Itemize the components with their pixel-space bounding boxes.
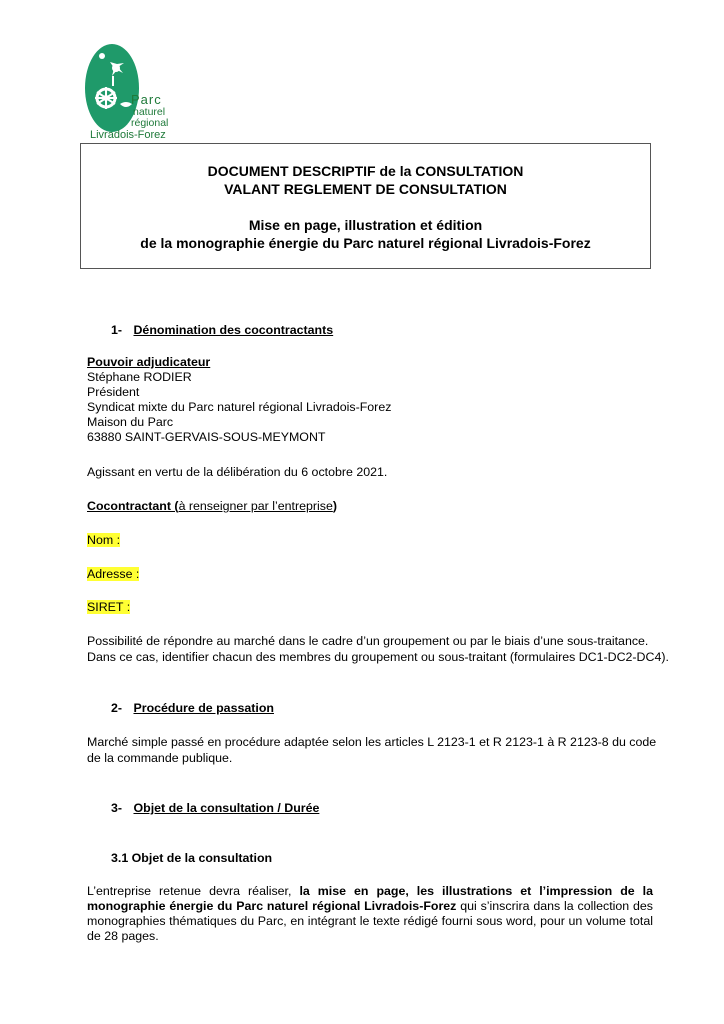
subject-line-2: de la monographie énergie du Parc naturel régional Livradois-Forez bbox=[140, 235, 591, 251]
logo-livradois-text: Livradois-Forez bbox=[90, 129, 166, 141]
procedure-line-1: Marché simple passé en procédure adaptée selon les articles L 2123-1 et R 2123-1 à R 2123-8 du code bbox=[87, 735, 657, 749]
title-box bbox=[80, 143, 651, 269]
section-3-number: 3- bbox=[111, 801, 123, 815]
objet-paragraph-bold: la mise en page, les illustrations et l’impression de la monographie énergie du Parc naturel régional Livradois-Forez bbox=[87, 884, 653, 913]
subject-line-1: Mise en page, illustration et édition bbox=[248, 217, 483, 233]
section-1-title: Dénomination des cocontractants bbox=[133, 323, 334, 337]
address-line: Président bbox=[87, 385, 140, 399]
cocontractant-heading bbox=[87, 499, 337, 514]
section-2-title: Procédure de passation bbox=[133, 701, 274, 715]
deliberation-text: Agissant en vertu de la délibération du 6 octobre 2021. bbox=[87, 465, 388, 479]
address-line: Syndicat mixte du Parc naturel régional Livradois-Forez bbox=[87, 400, 392, 414]
title-line-2: VALANT REGLEMENT DE CONSULTATION bbox=[224, 181, 507, 197]
field-nom-label: Nom : bbox=[87, 533, 121, 547]
objet-paragraph bbox=[87, 884, 653, 944]
section-3-title: Objet de la consultation / Durée bbox=[133, 801, 320, 815]
address-line: 63880 SAINT-GERVAIS-SOUS-MEYMONT bbox=[87, 430, 326, 444]
cocontractant-label: Cocontractant ( bbox=[87, 499, 179, 513]
pouvoir-adjudicateur-heading: Pouvoir adjudicateur bbox=[87, 355, 211, 369]
section-2-number: 2- bbox=[111, 701, 123, 715]
logo-parc-text: Parc bbox=[131, 92, 162, 107]
objet-paragraph-start: L’entreprise retenue devra réaliser, bbox=[87, 884, 300, 898]
cocontractant-note: à renseigner par l’entreprise bbox=[178, 499, 333, 513]
address-line: Stéphane RODIER bbox=[87, 370, 192, 384]
section-2-heading bbox=[111, 701, 274, 716]
procedure-line-2: de la commande publique. bbox=[87, 751, 233, 765]
possibility-line-1: Possibilité de répondre au marché dans le cadre d’un groupement ou par le biais d’une sous-traitance. bbox=[87, 634, 649, 648]
possibility-line-2: Dans ce cas, identifier chacun des membres du groupement ou sous-traitant (formulaires DC1-DC2-DC4). bbox=[87, 650, 669, 664]
cocontractant-close: ) bbox=[332, 499, 337, 513]
section-1-heading bbox=[111, 323, 333, 338]
park-logo bbox=[82, 42, 168, 144]
section-1-number: 1- bbox=[111, 323, 123, 337]
address-block bbox=[87, 370, 391, 445]
objet-paragraph-end: qui s’inscrira dans la collection des monographies thématiques du Parc, en intégrant le texte rédigé fourni sous word, pour un volume total de 28 pages. bbox=[87, 899, 653, 943]
field-siret bbox=[87, 600, 130, 615]
field-nom bbox=[87, 533, 120, 548]
address-line: Maison du Parc bbox=[87, 415, 174, 429]
logo-naturel-text: naturel bbox=[133, 106, 166, 118]
subsection-3-1-heading: 3.1 Objet de la consultation bbox=[111, 851, 273, 865]
logo-regional-text: régional bbox=[131, 117, 169, 129]
field-siret-label: SIRET : bbox=[87, 600, 131, 614]
field-adresse bbox=[87, 567, 139, 582]
field-adresse-label: Adresse : bbox=[87, 567, 140, 581]
title-line-1: DOCUMENT DESCRIPTIF de la CONSULTATION bbox=[207, 163, 524, 179]
section-3-heading bbox=[111, 801, 319, 816]
